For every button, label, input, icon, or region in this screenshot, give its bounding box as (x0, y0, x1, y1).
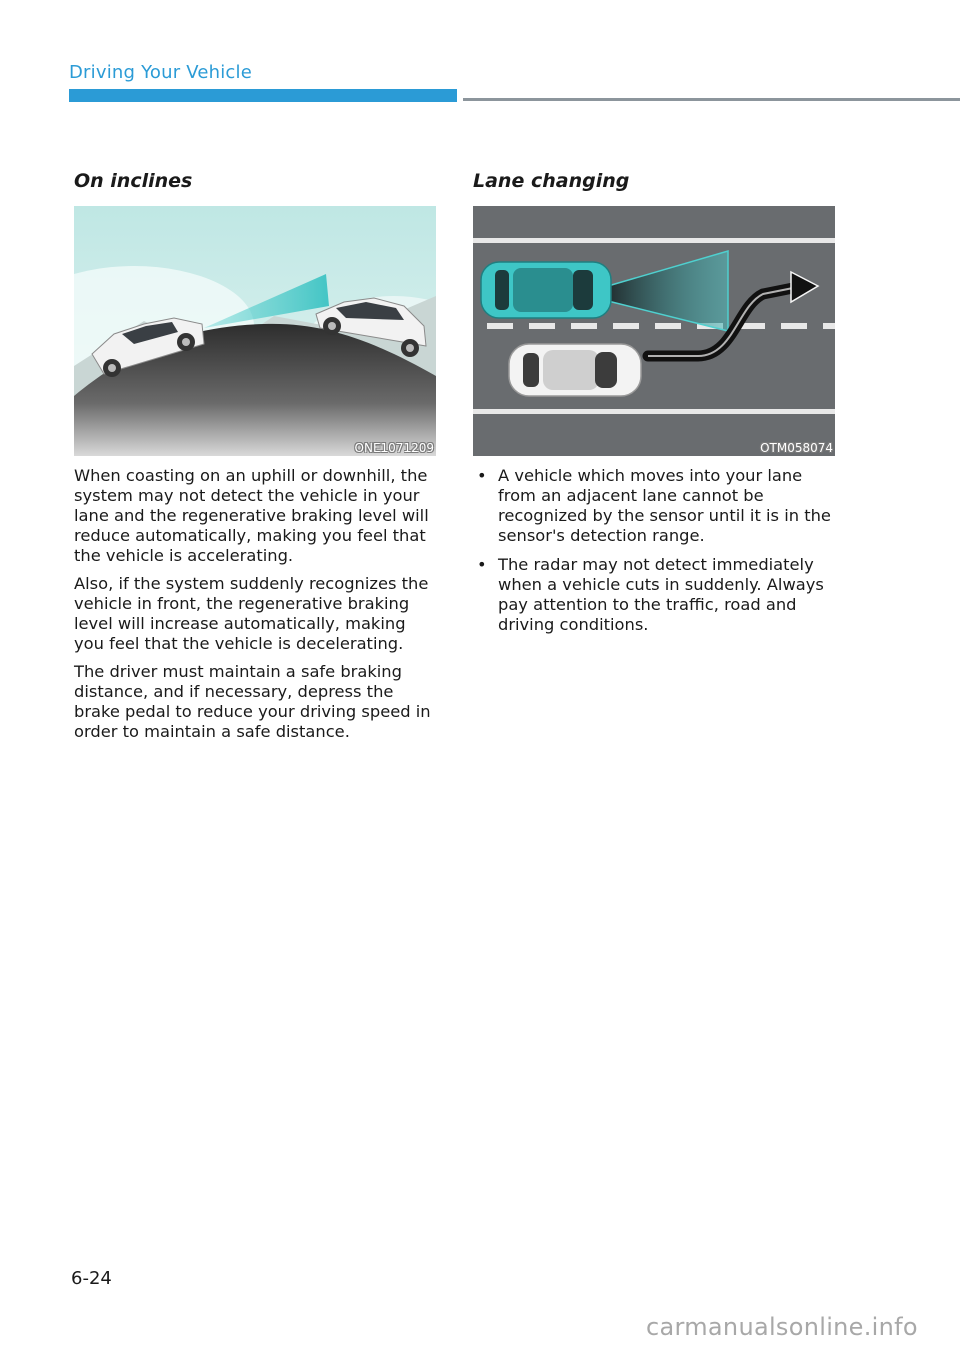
bullet-list (473, 466, 835, 635)
header-rule-accent (69, 89, 457, 102)
column-right (473, 170, 835, 644)
watermark[interactable]: carmanualsonline.info (646, 1313, 918, 1341)
paragraph: When coasting on an uphill or downhill, the system may not detect the vehicle in your lane and the regenerative braking level will reduce automatically, making you feel that the vehicle is accelerating. (74, 466, 429, 565)
list-item (473, 555, 835, 635)
lane-changing-illustration (473, 206, 835, 456)
heading-on-inclines: On inclines (74, 170, 193, 192)
white-car (509, 344, 641, 396)
figure-lane-changing (473, 206, 835, 456)
paragraph: Also, if the system suddenly recognizes the vehicle in front, the regenerative braking level will increase automatically, making you feel that the vehicle is decelerating. (74, 574, 429, 653)
paragraph: The driver must maintain a safe braking distance, and if necessary, depress the brake pedal to reduce your driving speed in order to maintain a safe distance. (74, 662, 431, 741)
section-title: Driving Your Vehicle (69, 62, 252, 83)
inclines-illustration (74, 206, 436, 456)
figure-code: OTM058074 (760, 441, 833, 455)
teal-car (481, 262, 611, 318)
bullet-text: The radar may not detect immediately when a vehicle cuts in suddenly. Always pay attention to the traffic, road and driving conditions. (498, 555, 824, 634)
list-item (473, 466, 835, 546)
figure-code: ONE1071209 (354, 441, 434, 455)
page-number: 6-24 (71, 1268, 112, 1289)
bullet-dot: • (477, 466, 487, 485)
bullet-dot: • (477, 555, 487, 574)
header-rule-gray (463, 98, 960, 101)
figure-inclines (74, 206, 436, 456)
lane-dashes (487, 323, 835, 329)
heading-lane-changing: Lane changing (473, 170, 630, 192)
bullet-text: A vehicle which moves into your lane from an adjacent lane cannot be recognized by the sensor until it is in the sensor's detection range. (498, 466, 831, 545)
column-left (74, 170, 436, 742)
